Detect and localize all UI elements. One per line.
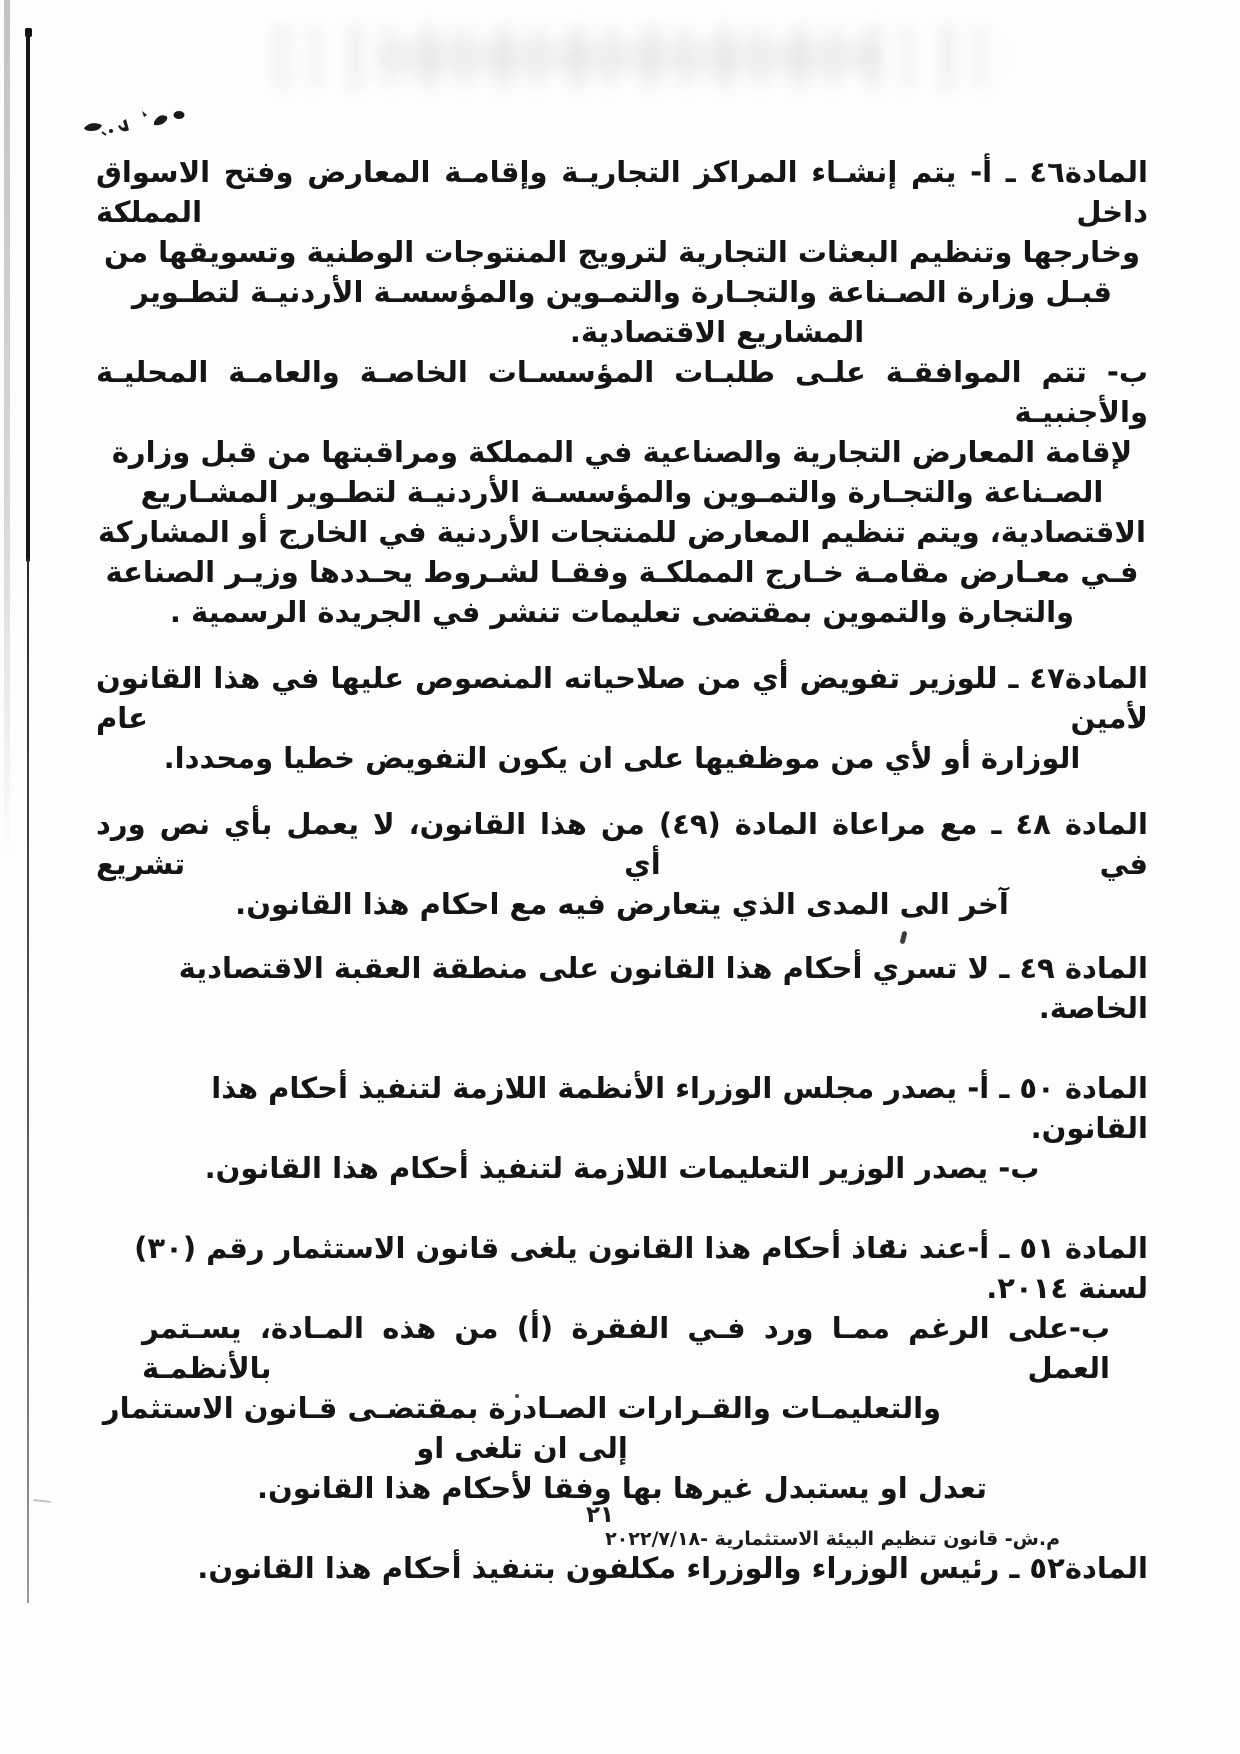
article-51-line: المادة ٥١ ـ أ-عند نفاذ أحكام هذا القانون يلغى قانون الاستثمار رقم (٣٠) لسنة ٢٠١٤. <box>134 1231 1148 1305</box>
article-51-line: تعدل او يستبدل غيرها بها وفقا لأحكام هذا القانون. <box>256 1471 987 1505</box>
article-47-line: المادة٤٧ ـ للوزير تفويض أي من صلاحياته المنصوص عليها في هذا القانون لأمين عام <box>96 661 1148 735</box>
page-number: ٢١ <box>586 1502 615 1528</box>
article-50-line: المادة ٥٠ ـ أ- يصدر مجلس الوزراء الأنظمة اللازمة لتنفيذ أحكام هذا القانون. <box>211 1071 1148 1145</box>
article-46-line: قبـل وزارة الصـناعة والتجـارة والتمـوين والمؤسسـة الأردنيـة لتطـوير <box>132 275 1112 309</box>
article-46-line: الاقتصادية، ويتم تنظيم المعارض للمنتجات الأردنية في الخارج أو المشاركة <box>98 515 1146 549</box>
footer-note: م.ش- قانون تنظيم البيئة الاستثمارية -٢٠٢٢/٧/١٨ <box>605 1528 1060 1550</box>
article-49 <box>96 948 1148 1028</box>
article-46-line: ب- تتم الموافقـة علـى طلبـات المؤسسـات الخاصـة والعامـة المحليـة والأجنبيـة <box>96 355 1148 429</box>
law-text-body <box>96 0 1148 1588</box>
article-51-line: ب-على الرغم ممـا ورد فـي الفقرة (أ) من هذه المـادة، يسـتمر العمل بالأنظمـة <box>142 1311 1110 1385</box>
article-46-line: والتجارة والتموين بمقتضى تعليمات تنشر في الجريدة الرسمية . <box>169 595 1075 629</box>
article-46 <box>96 152 1148 632</box>
scan-edge-strip <box>4 0 10 860</box>
article-49-line: المادة ٤٩ ـ لا تسري أحكام هذا القانون على منطقة العقبة الاقتصادية الخاصة. <box>178 951 1148 1025</box>
article-46-line: فـي معـارض مقامـة خـارج المملكـة وفقـا لشـروط يحـددها وزيـر الصناعة <box>105 555 1139 589</box>
article-50 <box>96 1068 1148 1188</box>
article-52-line: المادة٥٢ ـ رئيس الوزراء والوزراء مكلفون بتنفيذ أحكام هذا القانون. <box>197 1551 1148 1585</box>
article-47-line: الوزارة أو لأي من موظفيها على ان يكون التفويض خطيا ومحددا. <box>163 741 1081 775</box>
article-47 <box>96 658 1148 778</box>
scan-binding-line <box>26 30 30 562</box>
ink-speck <box>33 1499 51 1503</box>
article-46-line: المادة٤٦ ـ أ- يتم إنشـاء المراكز التجاريـة وإقامـة المعارض وفتح الاسواق داخل المملكة <box>96 155 1148 229</box>
article-46-line: المشاريع الاقتصادية. <box>569 315 865 349</box>
article-46-line: وخارجها وتنظيم البعثات التجارية لترويج المنتوجات الوطنية وتسويقها من <box>103 235 1140 269</box>
article-46-line: لإقامة المعارض التجارية والصناعية في المملكة ومراقبتها من قبل وزارة <box>111 435 1133 469</box>
article-51-line: والتعليمـات والقـرارات الصـادرة بمقتضـى قـانون الاستثمار إلى ان تلغى او <box>102 1391 942 1465</box>
article-48-line: آخر الى المدى الذي يتعارض فيه مع احكام هذا القانون. <box>235 887 1009 921</box>
article-52 <box>96 1548 1148 1588</box>
scan-binding-line-lower <box>27 558 29 1603</box>
article-46-line: الصـناعة والتجـارة والتمـوين والمؤسسـة الأردنيـة لتطـوير المشـاريع <box>140 475 1104 509</box>
article-48-line: المادة ٤٨ ـ مع مراعاة المادة (٤٩) من هذا القانون، لا يعمل بأي نص ورد في أي تشريع <box>96 807 1148 881</box>
article-51 <box>96 1228 1148 1508</box>
article-48 <box>96 804 1148 924</box>
article-50-line: ب- يصدر الوزير التعليمات اللازمة لتنفيذ أحكام هذا القانون. <box>204 1151 1040 1185</box>
